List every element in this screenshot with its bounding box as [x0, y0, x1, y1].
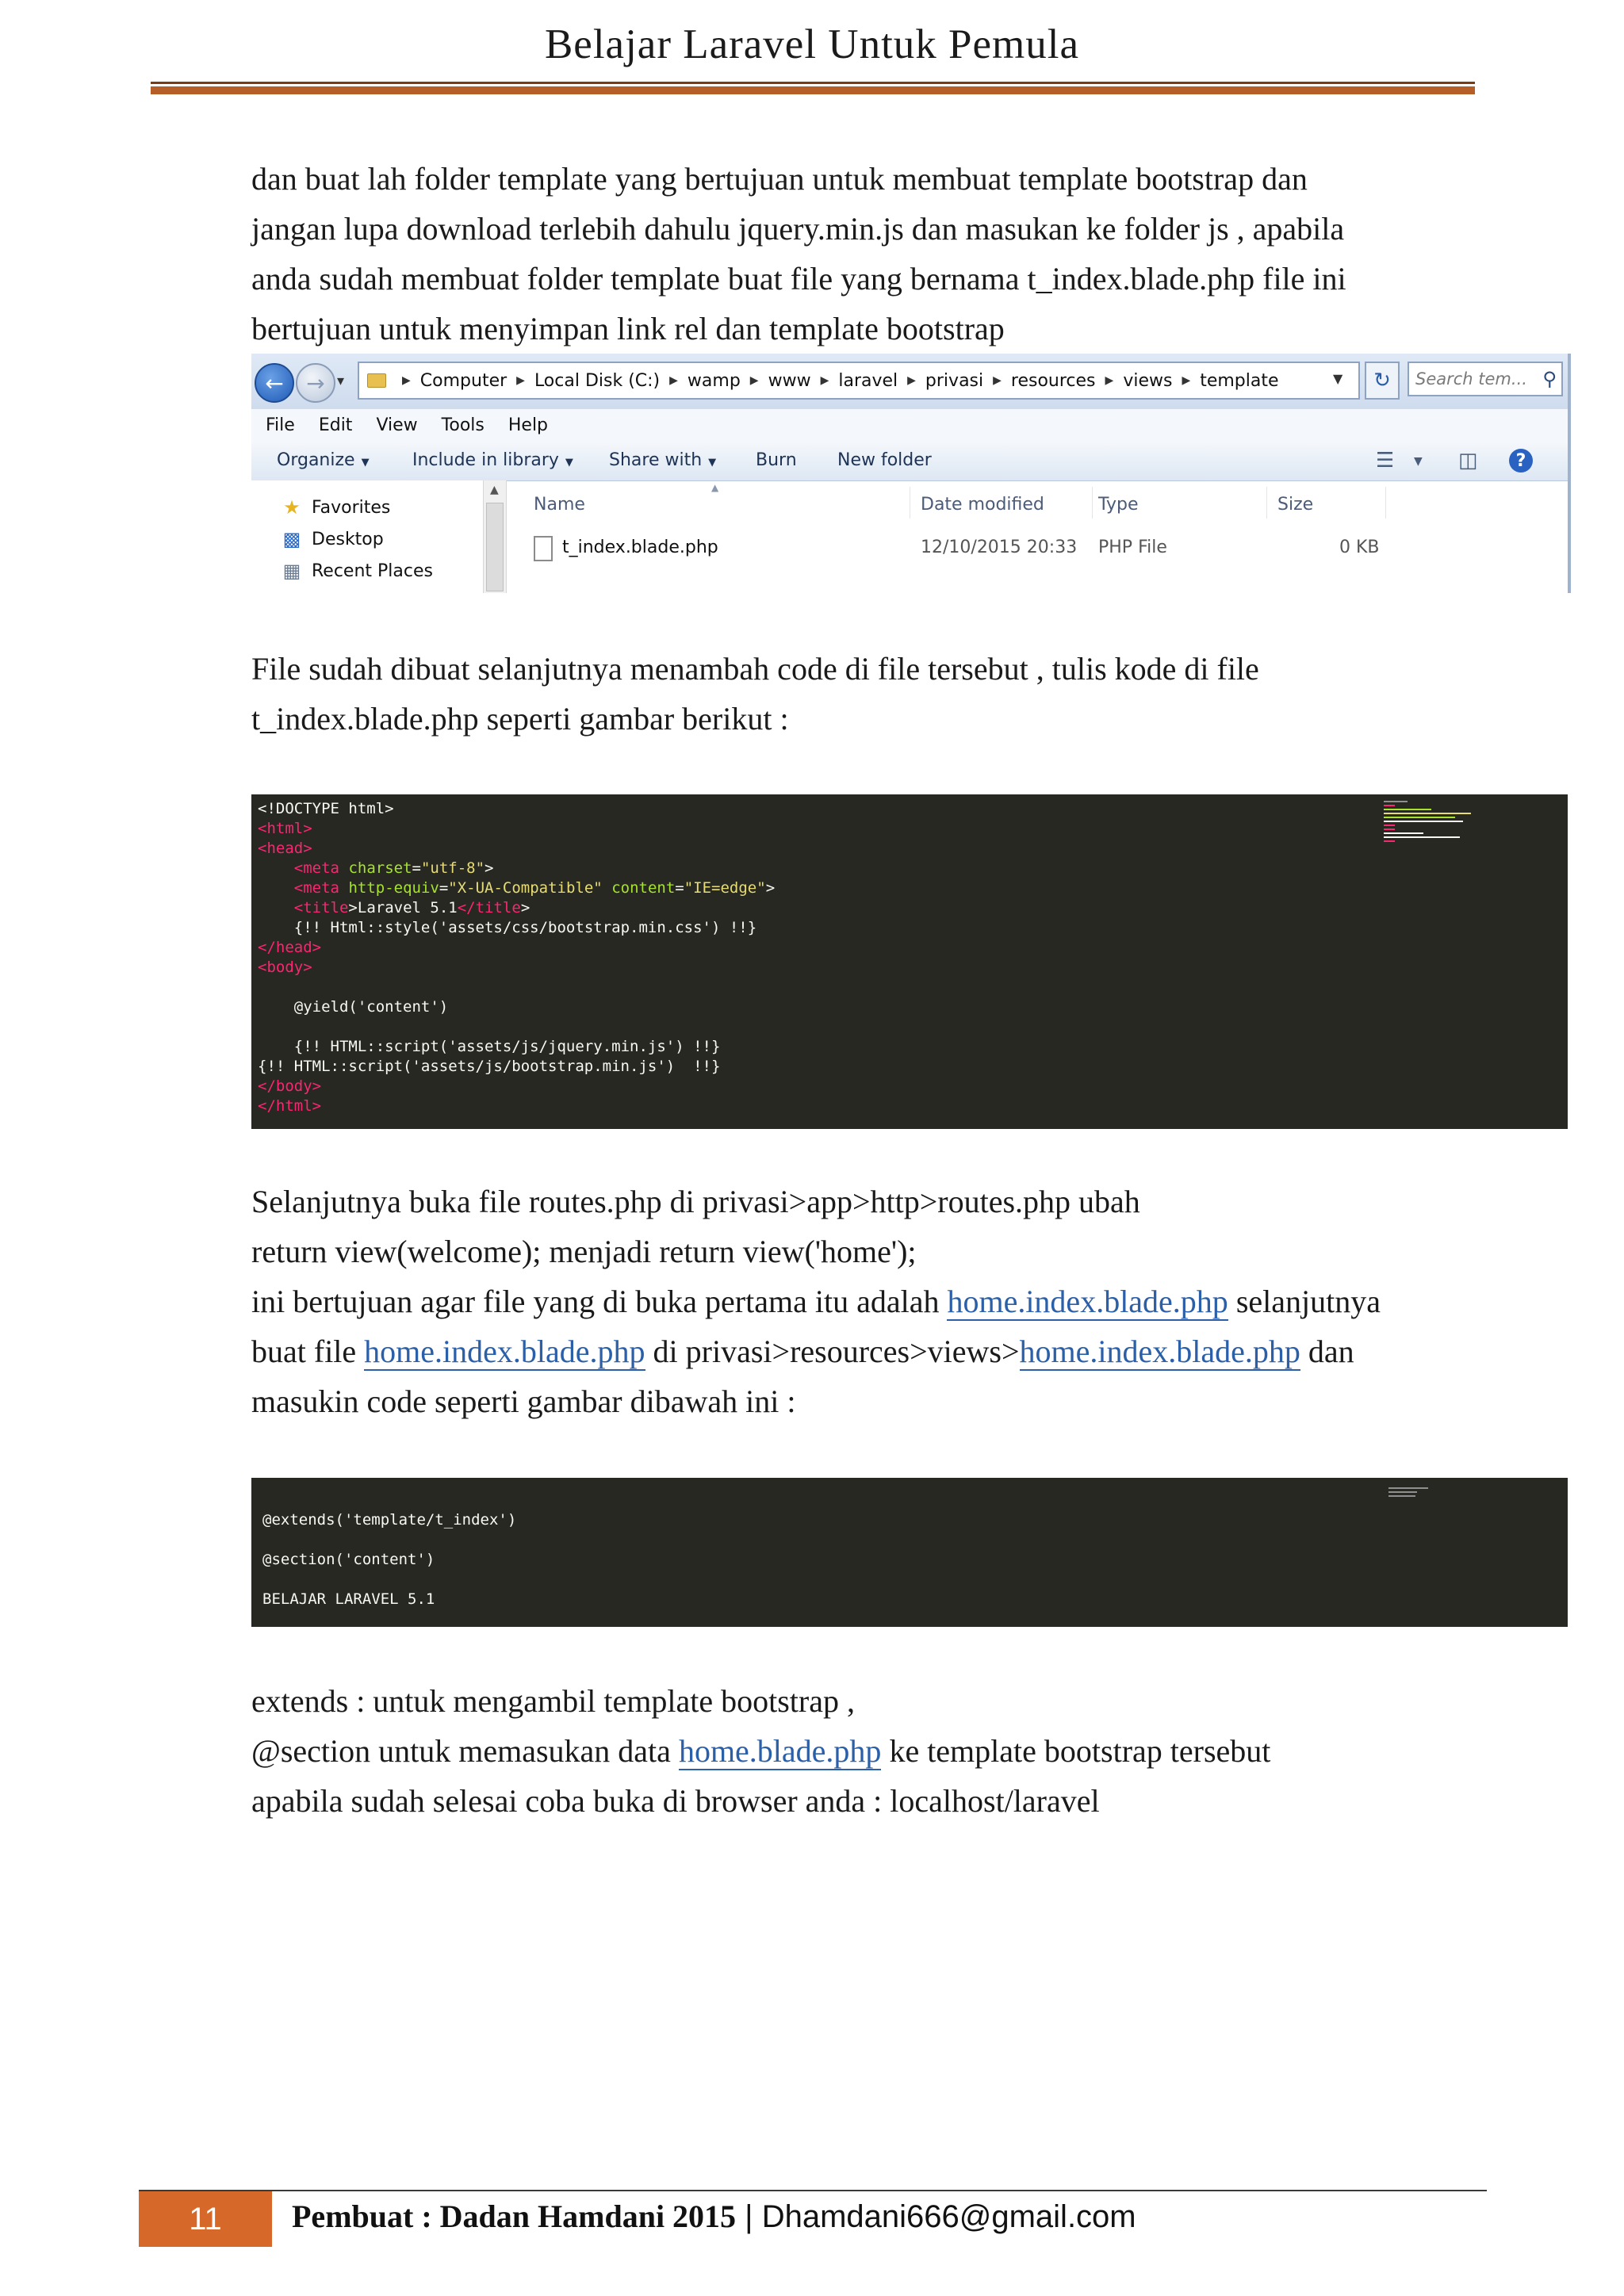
link-home-index-blade[interactable]: home.index.blade.php	[364, 1334, 645, 1369]
chevron-down-icon[interactable]: ▼	[1414, 455, 1423, 468]
menu-help[interactable]: Help	[508, 415, 549, 435]
code-screenshot-home	[251, 1478, 1568, 1627]
chevron-right-icon: ▶	[1182, 374, 1191, 387]
paragraph-intro	[251, 154, 1488, 354]
chevron-right-icon: ▶	[993, 374, 1002, 387]
breadcrumb[interactable]	[358, 362, 1360, 400]
preview-pane-icon[interactable]: ◫	[1458, 449, 1478, 473]
code-block: @extends('template/t_index') @section('content') BELAJAR LARAVEL 5.1	[262, 1511, 517, 1608]
text-line: extends : untuk mengambil template bootstrap ,	[251, 1683, 855, 1719]
code-block: <!DOCTYPE html> <html> <head> <meta charset="utf-8"> <meta http-equiv="X-UA-Compatible" content="IE=edge"> <title>Laravel 5.1</title> {!! Html::style('assets/css/bootstrap.min.css') !!} </head> <body> @yield('content') {!! HTML::script('assets/js/jquery.min.js') !!} {!! HTML::script('assets/js/bootstrap.min.js') !!} </body> </html>	[258, 800, 776, 1115]
include-in-library-button[interactable]: Include in library ▼	[412, 450, 573, 470]
new-folder-button[interactable]: New folder	[837, 450, 932, 470]
footer-text	[292, 2198, 1136, 2235]
page-title: Belajar Laravel Untuk Pemula	[544, 21, 1080, 67]
menu-view[interactable]: View	[376, 415, 418, 435]
menu-file[interactable]: File	[266, 415, 295, 435]
text-line: masukin code seperti gambar dibawah ini :	[251, 1383, 796, 1419]
nav-item-desktop[interactable]: ▩ Desktop	[280, 528, 384, 550]
link-home-index-blade[interactable]: home.index.blade.php	[947, 1284, 1228, 1319]
view-options-icon[interactable]: ☰	[1376, 449, 1395, 473]
text-line: buat file home.index.blade.php di privasi>resources>views>home.index.blade.php dan	[251, 1334, 1354, 1369]
search-placeholder: Search tem...	[1415, 369, 1527, 388]
link-home-index-blade[interactable]: home.index.blade.php	[1019, 1334, 1300, 1369]
sort-indicator-icon: ▲	[711, 482, 719, 493]
menu-bar	[251, 409, 1568, 441]
paragraph-routes	[251, 1177, 1488, 1426]
nav-scrollbar[interactable]	[483, 480, 507, 593]
nav-item-recent-places[interactable]: ▦ Recent Places	[280, 560, 433, 582]
file-type: PHP File	[1098, 538, 1167, 557]
text-line: t_index.blade.php seperti gambar berikut :	[251, 701, 789, 737]
breadcrumb-item[interactable]: Local Disk (C:)	[534, 370, 661, 391]
history-dropdown-icon[interactable]: ▾	[337, 373, 345, 389]
forward-arrow-icon[interactable]: →	[296, 363, 335, 403]
text-line: @section untuk memasukan data home.blade.php ke template bootstrap tersebut	[251, 1733, 1271, 1769]
star-icon: ★	[283, 496, 301, 519]
chevron-right-icon: ▶	[402, 374, 411, 387]
menu-tools[interactable]: Tools	[441, 415, 485, 435]
chevron-right-icon: ▶	[749, 374, 759, 387]
footer-author: Pembuat : Dadan Hamdani 2015	[292, 2198, 737, 2234]
footer-rule	[139, 2190, 1487, 2191]
link-home-blade[interactable]: home.blade.php	[678, 1733, 882, 1769]
chevron-right-icon: ▶	[516, 374, 525, 387]
text-line: anda sudah membuat folder template buat file yang bernama t_index.blade.php file ini	[251, 261, 1346, 297]
footer-separator: |	[736, 2199, 762, 2234]
column-header-size[interactable]: Size	[1277, 495, 1314, 515]
file-date: 12/10/2015 20:33	[921, 538, 1078, 557]
chevron-right-icon: ▶	[907, 374, 916, 387]
column-header-type[interactable]: Type	[1098, 495, 1139, 515]
file-size: 0 KB	[1339, 538, 1380, 557]
desktop-icon: ▩	[282, 528, 301, 550]
scroll-up-icon[interactable]: ▲	[490, 484, 499, 496]
breadcrumb-item[interactable]: www	[768, 370, 811, 391]
text-line: bertujuan untuk menyimpan link rel dan template bootstrap	[251, 311, 1005, 346]
address-bar	[251, 354, 1568, 409]
explorer-screenshot	[251, 354, 1571, 593]
chevron-right-icon: ▶	[1105, 374, 1114, 387]
file-icon	[534, 536, 553, 561]
header-rule	[151, 82, 1475, 94]
text-line: return view(welcome); menjadi return view('home');	[251, 1234, 917, 1269]
chevron-down-icon: ▼	[361, 457, 370, 469]
chevron-down-icon: ▼	[565, 457, 573, 469]
breadcrumb-item[interactable]: privasi	[925, 370, 984, 391]
breadcrumb-item[interactable]: wamp	[687, 370, 741, 391]
paragraph-file-created	[251, 644, 1488, 744]
breadcrumb-item[interactable]: resources	[1010, 370, 1096, 391]
organize-button[interactable]: Organize ▼	[277, 450, 370, 470]
file-name[interactable]: t_index.blade.php	[562, 538, 718, 557]
chevron-down-icon: ▼	[708, 457, 717, 469]
search-input[interactable]	[1408, 362, 1563, 396]
code-screenshot-template	[251, 794, 1568, 1129]
burn-button[interactable]: Burn	[756, 450, 797, 470]
nav-item-favorites[interactable]: ★ Favorites	[280, 496, 390, 519]
footer-email: Dhamdani666@gmail.com	[761, 2199, 1136, 2234]
paragraph-extends	[251, 1676, 1488, 1826]
code-minimap	[1384, 801, 1479, 844]
folder-icon	[367, 373, 386, 388]
code-minimap	[1388, 1487, 1436, 1499]
text-line: Selanjutnya buka file routes.php di privasi>app>http>routes.php ubah	[251, 1184, 1140, 1219]
help-icon[interactable]: ?	[1509, 449, 1533, 473]
column-header-name[interactable]: Name	[534, 495, 585, 515]
text-line: jangan lupa download terlebih dahulu jquery.min.js dan masukan ke folder js , apabila	[251, 211, 1345, 247]
text-line: File sudah dibuat selanjutnya menambah code di file tersebut , tulis kode di file	[251, 651, 1259, 687]
recent-places-icon: ▦	[282, 560, 301, 582]
breadcrumb-item[interactable]: Computer	[419, 370, 508, 391]
menu-edit[interactable]: Edit	[318, 415, 353, 435]
page-number: 11	[139, 2191, 272, 2247]
column-header-date[interactable]: Date modified	[921, 495, 1044, 515]
chevron-right-icon: ▶	[669, 374, 678, 387]
scroll-thumb[interactable]	[486, 503, 504, 591]
breadcrumb-item[interactable]: views	[1123, 370, 1173, 391]
command-bar	[251, 441, 1568, 481]
text-line: apabila sudah selesai coba buka di browser anda : localhost/laravel	[251, 1783, 1100, 1819]
text-line: dan buat lah folder template yang bertujuan untuk membuat template bootstrap dan	[251, 161, 1308, 197]
navigation-pane	[251, 480, 489, 593]
back-arrow-icon[interactable]: ←	[255, 363, 294, 403]
refresh-icon[interactable]: ↻	[1365, 362, 1400, 400]
breadcrumb-item[interactable]: template	[1200, 370, 1279, 391]
share-with-button[interactable]: Share with ▼	[609, 450, 717, 470]
search-icon[interactable]: ⚲	[1542, 368, 1557, 390]
address-dropdown-icon[interactable]: ▼	[1333, 371, 1343, 386]
text-line: ini bertujuan agar file yang di buka pertama itu adalah home.index.blade.php selanjutnya	[251, 1284, 1381, 1319]
breadcrumb-item[interactable]: laravel	[838, 370, 898, 391]
chevron-right-icon: ▶	[820, 374, 829, 387]
